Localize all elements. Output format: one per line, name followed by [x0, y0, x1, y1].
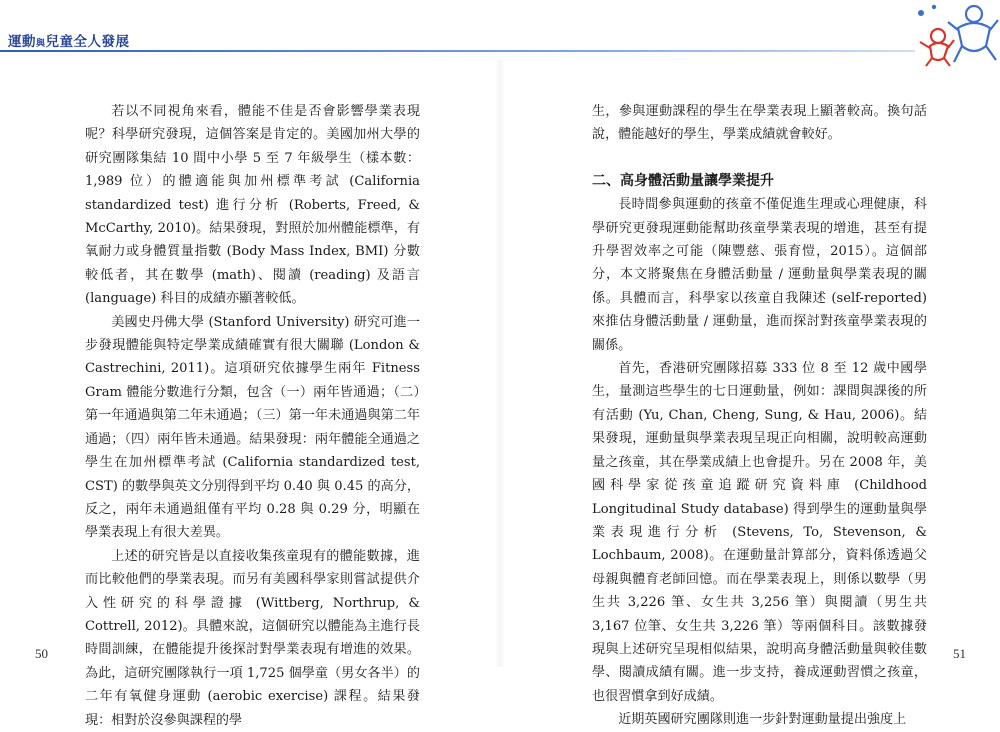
book-title-part1: 運動 — [8, 34, 36, 50]
section-heading: 二、高身體活動量讓學業提升 — [592, 172, 774, 189]
right-continuation: 生，參與運動課程的學生在學業表現上顯著較高。換句話說，體能越好的學生，學業成績就會較好。 — [592, 104, 927, 143]
right-page — [592, 100, 927, 732]
left-paragraph-2: 美國史丹佛大學 (Stanford University) 研究可進一步發現體能與特定學業成績確實有很大關聯 (London & Castrechini, 2011)。這項研究依據學生兩年 Fitness Gram 體能分數進行分類，包含（一）兩年皆通過；（二）第一年通過與第二年未通過；（三）第一年未通過與第二年通過；（四）兩年皆未通過。結果發現：兩年體能全通過之學生在加州標準考試 (California standardized test, CST) 的數學與英文分別得到平均 0.40 與 0.45 的高分，反之，兩年未通過組僅有平均 0.28 與 0.29 分，明顯在學業表現上有很大差異。 — [85, 314, 420, 541]
running-header — [0, 0, 1000, 52]
book-title-part2: 兒童全人發展 — [45, 34, 130, 50]
left-paragraph-1: 若以不同視角來看，體能不佳是否會影響學業表現呢？科學研究發現，這個答案是肯定的。美國加州大學的研究團隊集結 10 間中小學 5 至 7 年級學生（樣本數：1,989 位）的體適能與加州標準考試 (California standardized test) 進行分析 (Roberts, Freed, & McCarthy, 2010)。結果發現，對照於加州體能標準，有氧耐力或身體質量指數 (Body Mass Index, BMI) 分數較低者，其在數學 (math)、閱讀 (reading) 及語言 (language) 科目的成績亦顯著較低。 — [85, 104, 420, 307]
book-gutter — [495, 60, 505, 667]
book-title-small: 與 — [36, 39, 46, 49]
kids-mascot-icon — [908, 2, 1000, 68]
left-page — [85, 100, 420, 732]
right-paragraph-1: 長時間參與運動的孩童不僅促進生理或心理健康，科學研究更發現運動能幫助孩童學業表現的增進，甚至有提升學習效率之可能（陳豐慈、張育愷，2015）。這個部分，本文將聚焦在身體活動量 / 運動量與學業表現的關係。具體而言，科學家以孩童自我陳述 (self-reported) 來推估身體活動量 / 運動量，進而探討對孩童學業表現的關係。 — [592, 197, 927, 353]
right-paragraph-3: 近期英國研究團隊則進一步針對運動量提出強度上 — [618, 712, 907, 728]
header-rule — [0, 50, 915, 52]
left-paragraph-3: 上述的研究皆是以直接收集孩童現有的體能數據，進而比較他們的學業表現。而另有美國科學家則嘗試提供介入性研究的科學證據 (Wittberg, Northrup, & Cottrell, 2012)。具體來說，這個研究以體能為主進行長時間訓練，在體能提升後探討對學業表現有增進的效果。為此，這研究團隊執行一項 1,725 個學童（男女各半）的二年有氧健身運動 (aerobic exercise) 課程。結果發現：相對於沒參與課程的學 — [85, 548, 420, 728]
right-paragraph-2: 首先，香港研究團隊招募 333 位 8 至 12 歲中國學生，量測這些學生的七日運動量，例如：課間與課後的所有活動 (Yu, Chan, Cheng, Sung, & Hau, 2006)。結果發現，運動量與學業表現呈現正向相關，說明較高運動量之孩童，其在學業成績上也會提升。另在 2008 年，美國科學家從孩童追蹤研究資料庫 (Childhood Longitudinal Study database) 得到學生的運動量與學業表現進行分析 (Stevens, To, Stevenson, & Lochbaum, 2008)。在運動量計算部分，資料係透過父母親與體育老師回憶。而在學業表現上，則係以數學（男生共 3,226 筆、女生共 3,256 筆）與閱讀（男生共 3,167 位筆、女生共 3,226 筆）等兩個科目。該數據發現與上述研究呈現相似結果，說明高身體活動量與較佳數學、閱讀成績有關。進一步支持，養成運動習慣之孩童，也很習慣拿到好成績。 — [592, 361, 927, 704]
book-title — [8, 30, 130, 50]
right-page-number: 51 — [953, 646, 966, 661]
left-page-number: 50 — [35, 646, 48, 661]
